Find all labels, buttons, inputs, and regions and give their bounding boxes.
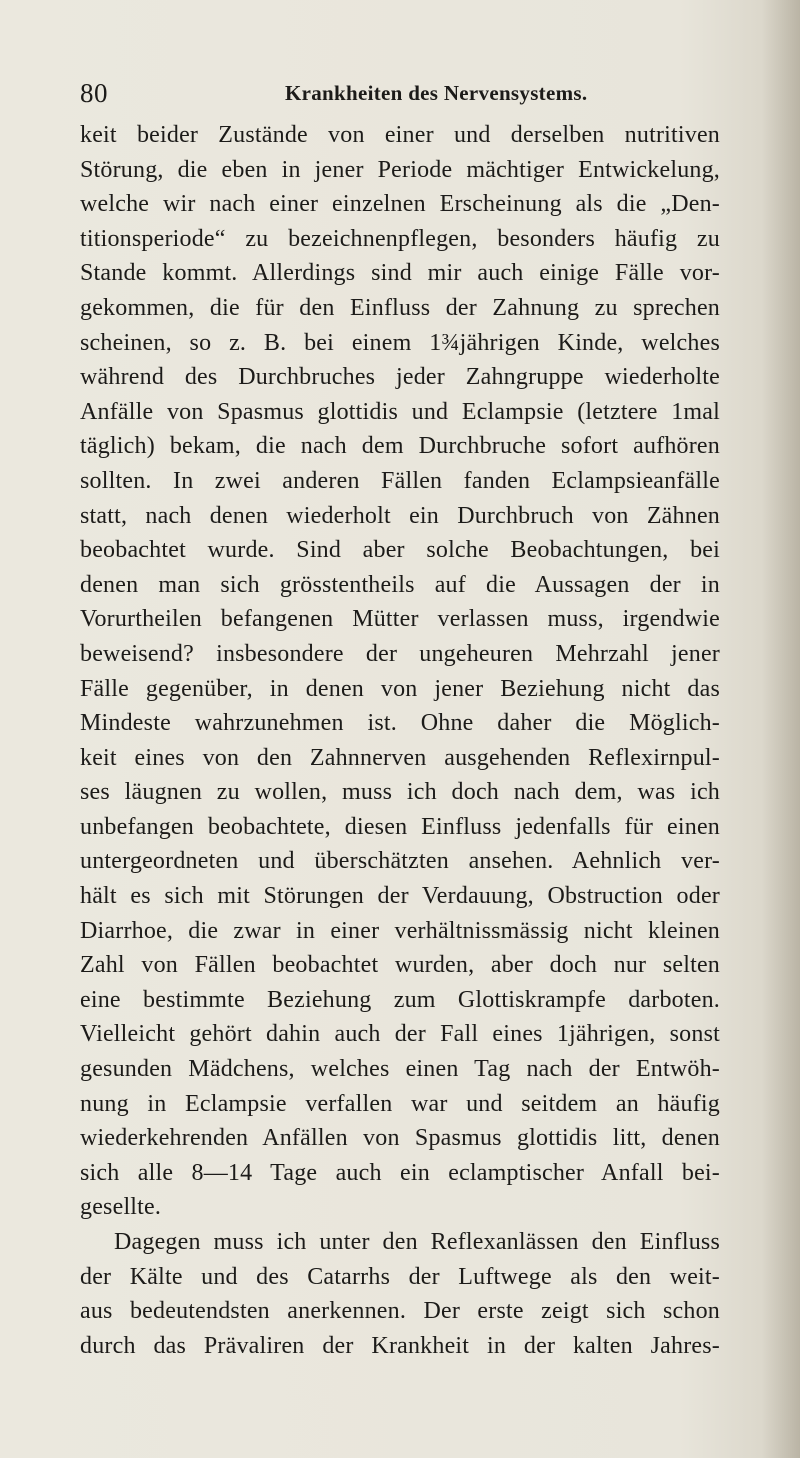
text-line: sollten. In zwei anderen Fällen fanden Eclampsieanfälle xyxy=(80,467,720,494)
text-line: aus bedeutendsten anerkennen. Der erste zeigt sich schon xyxy=(80,1298,720,1325)
text-line: Vielleicht gehört dahin auch der Fall eines 1jährigen, sonst xyxy=(80,1021,720,1048)
text-line: ses läugnen zu wollen, muss ich doch nach dem, was ich xyxy=(80,779,720,806)
page-edge-shadow xyxy=(762,0,800,1458)
text-line: Fälle gegenüber, in denen von jener Beziehung nicht das xyxy=(80,675,720,702)
text-line: nung in Eclampsie verfallen war und seitdem an häufig xyxy=(80,1090,720,1117)
text-line: eine bestimmte Beziehung zum Glottiskrampfe darboten. xyxy=(80,986,720,1013)
text-line: keit eines von den Zahnnerven ausgehenden Reflexirnpul- xyxy=(80,744,720,771)
text-line: der Kälte und des Catarrhs der Luftwege als den weit- xyxy=(80,1263,720,1290)
text-line: Vorurtheilen befangenen Mütter verlassen muss, irgendwie xyxy=(80,606,720,633)
text-line: unbefangen beobachtete, diesen Einfluss jedenfalls für einen xyxy=(80,813,720,840)
text-line: sich alle 8—14 Tage auch ein eclamptischer Anfall bei- xyxy=(80,1159,720,1186)
text-line: Zahl von Fällen beobachtet wurden, aber doch nur selten xyxy=(80,952,720,979)
text-line: gesellte. xyxy=(80,1194,162,1221)
text-line: gesunden Mädchens, welches einen Tag nach der Entwöh- xyxy=(80,1056,720,1083)
text-line: während des Durchbruches jeder Zahngruppe wiederholte xyxy=(80,364,720,391)
text-line: Mindeste wahrzunehmen ist. Ohne daher die Möglich- xyxy=(80,710,720,737)
text-line: welche wir nach einer einzelnen Erscheinung als die „Den- xyxy=(80,191,720,218)
text-line: Stande kommt. Allerdings sind mir auch einige Fälle vor- xyxy=(80,260,720,287)
text-line: beobachtet wurde. Sind aber solche Beobachtungen, bei xyxy=(80,537,720,564)
text-line: beweisend? insbesondere der ungeheuren Mehrzahl jener xyxy=(80,640,720,667)
text-line: titionsperiode“ zu bezeichnenpflegen, besonders häufig zu xyxy=(80,225,720,252)
text-line: keit beider Zustände von einer und derselben nutritiven xyxy=(80,122,720,148)
text-line: denen man sich grösstentheils auf die Aussagen der in xyxy=(80,571,720,598)
page-header xyxy=(80,78,720,108)
text-line: Störung, die eben in jener Periode mächtiger Entwickelung, xyxy=(80,156,720,183)
text-line: Dagegen muss ich unter den Reflexanlässen den Einfluss xyxy=(114,1229,720,1255)
text-line: statt, nach denen wiederholt ein Durchbruch von Zähnen xyxy=(80,502,720,529)
text-line: scheinen, so z. B. bei einem 1¾jährigen Kinde, welches xyxy=(80,329,720,356)
text-line: durch das Prävaliren der Krankheit in der kalten Jahres- xyxy=(80,1332,720,1359)
text-line: Diarrhoe, die zwar in einer verhältnissmässig nicht kleinen xyxy=(80,917,720,944)
running-head: Krankheiten des Nervensystems. xyxy=(285,81,588,105)
text-line: wiederkehrenden Anfällen von Spasmus glottidis litt, denen xyxy=(80,1125,720,1152)
text-line: untergeordneten und überschätzten ansehen. Aehnlich ver- xyxy=(80,848,720,875)
body-text xyxy=(80,118,720,1363)
page-number: 80 xyxy=(80,78,108,108)
text-line: gekommen, die für den Einfluss der Zahnung zu sprechen xyxy=(80,294,720,321)
text-line: täglich) bekam, die nach dem Durchbruche sofort aufhören xyxy=(80,433,720,460)
text-line: Anfälle von Spasmus glottidis und Eclampsie (letztere 1mal xyxy=(80,398,720,425)
text-line: hält es sich mit Störungen der Verdauung, Obstruction oder xyxy=(80,883,720,910)
